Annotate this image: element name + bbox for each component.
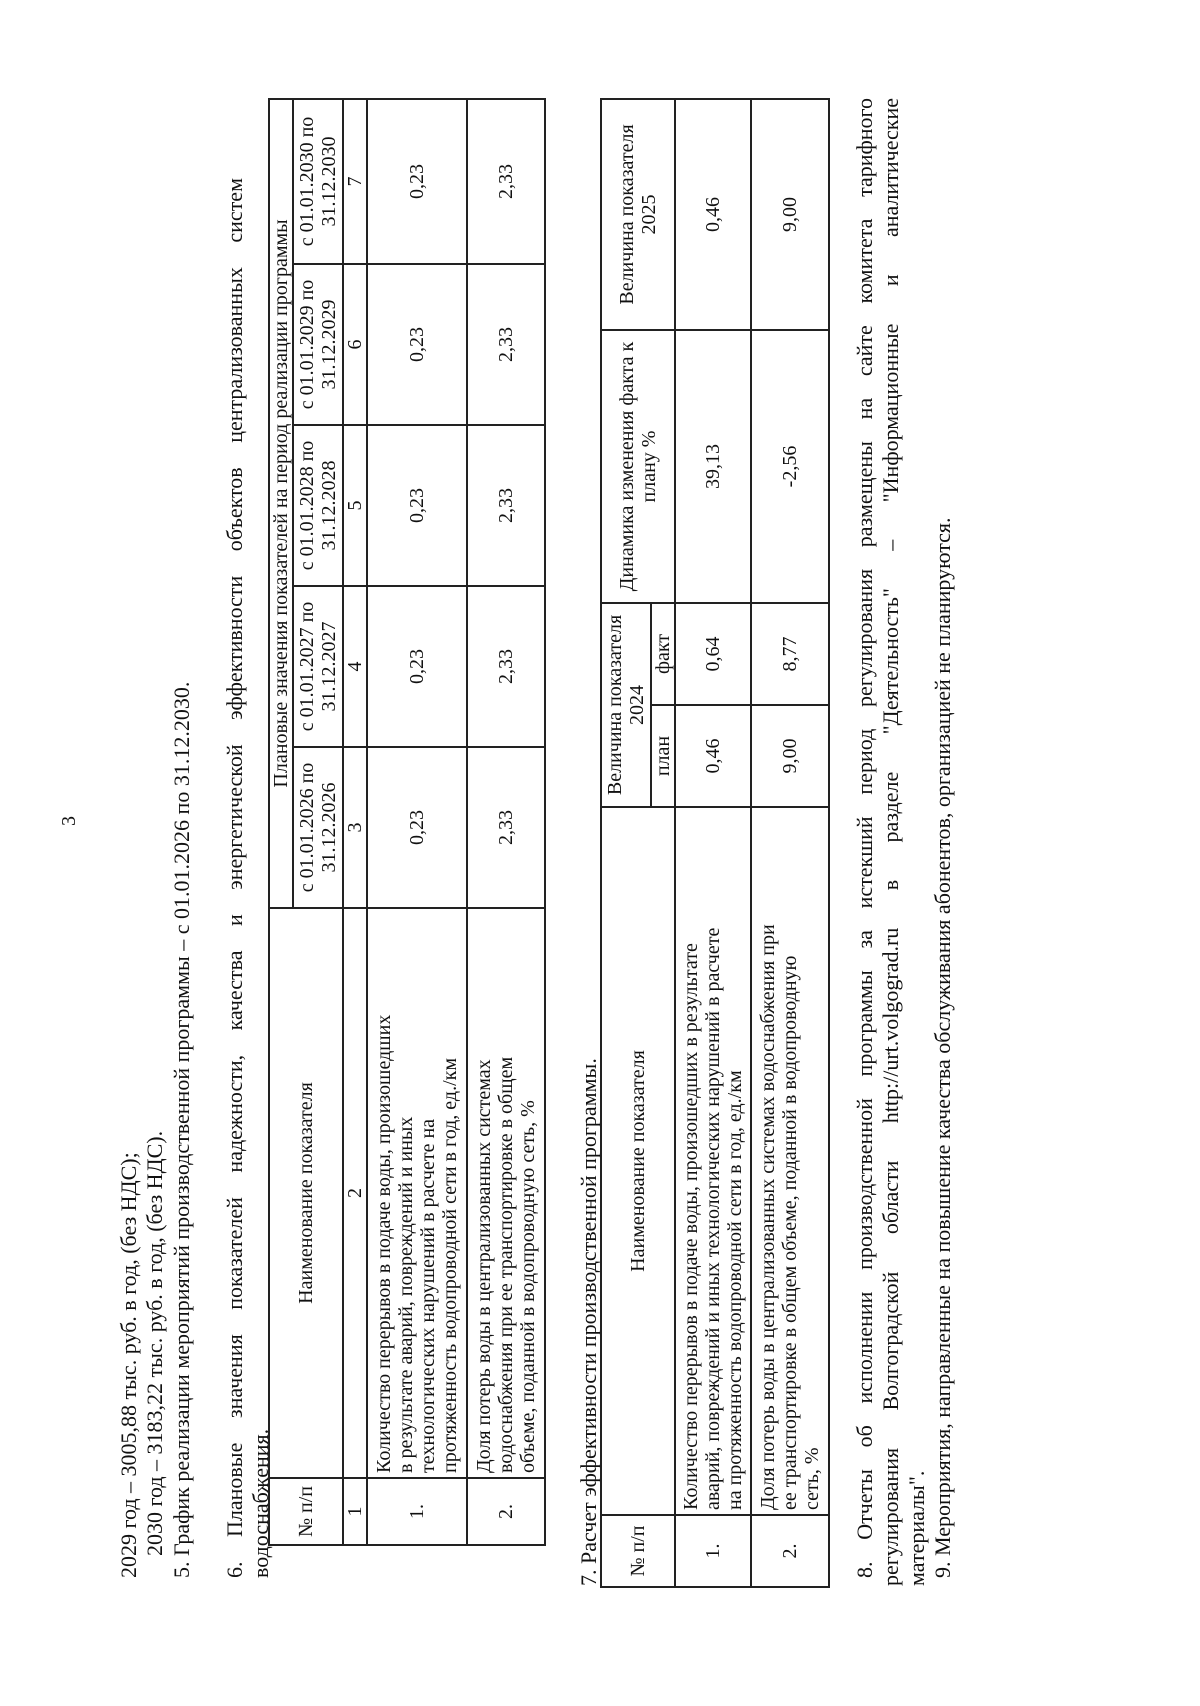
table-row [675, 99, 751, 1587]
indicator-name-line: Доля потерь воды в централизованных системах [473, 1059, 495, 1473]
dynamics-value: -2,56 [751, 330, 829, 603]
period-2027: с 01.01.2027 по 31.12.2027 [293, 586, 343, 747]
indicator-name-line: объеме, поданной в водопроводную сеть, % [517, 1100, 539, 1473]
header-name: Наименование показателя [269, 908, 343, 1478]
header-num: № п/п [269, 1478, 343, 1545]
indicator-name-line: на протяженность водопроводной сети в год, ед./км [724, 1070, 746, 1510]
value-cell: 2,33 [467, 425, 545, 586]
section7-heading: 7. Расчет эффективности производственной программы. [576, 1058, 601, 1586]
col-number: 4 [343, 586, 367, 747]
value-cell: 0,23 [367, 586, 467, 747]
value-cell: 0,23 [367, 264, 467, 425]
value-2025: 9,00 [751, 99, 829, 330]
fact-value: 0,64 [675, 603, 751, 705]
col-number: 3 [343, 747, 367, 908]
section6-heading-cont: водоснабжения. [248, 1428, 273, 1578]
value-cell: 2,33 [467, 747, 545, 908]
col-number: 2 [343, 908, 367, 1478]
row-number: 1. [367, 1478, 467, 1545]
col-number: 7 [343, 99, 367, 264]
value-cell: 0,23 [367, 747, 467, 908]
indicator-name [467, 908, 545, 1478]
section9-text: 9. Мероприятия, направленные на повышение качества обслуживания абонентов, организацией не планируются. [930, 517, 955, 1578]
header-value-2024: Величина показателя 2024 [601, 603, 651, 807]
indicator-name-line: водоснабжения при ее транспортировке в общем [495, 1056, 517, 1473]
value-cell: 2,33 [467, 99, 545, 264]
header-planned-values: Плановые значения показателей на период реализации программы [269, 99, 293, 908]
indicator-name-line: протяженность водопроводной сети в год, ед./км [439, 1057, 461, 1473]
period-2028: с 01.01.2028 по 31.12.2028 [293, 425, 343, 586]
header-num: № п/п [601, 1515, 675, 1587]
plan-value: 0,46 [675, 705, 751, 807]
indicator-name-line: технологических нарушений в расчете на [417, 1118, 439, 1473]
table-row [751, 99, 829, 1587]
header-fact: факт [651, 603, 675, 705]
indicator-name [751, 807, 829, 1515]
section8-line2: регулирования Волгоградской области http://urt.volgograd.ru в разделе "Деятельность" – "Информационные и аналитические [878, 98, 903, 1586]
indicator-name-line: аварий, повреждений и иных технологических нарушений в расчете [702, 927, 724, 1510]
value-cell: 2,33 [467, 264, 545, 425]
table-planned-values [268, 98, 546, 1546]
section6-heading: 6. Плановые значения показателей надежности, качества и энергетической эффективности объектов централизованных систем [222, 178, 247, 1578]
schedule-line: 5. График реализации мероприятий производственной программы – с 01.01.2026 по 31.12.2030. [169, 681, 194, 1578]
header-plan: план [651, 705, 675, 807]
page-number: 3 [58, 816, 80, 826]
dynamics-value: 39,13 [675, 330, 751, 603]
col-number: 5 [343, 425, 367, 586]
table-row [467, 99, 545, 1545]
row-number: 2. [751, 1515, 829, 1587]
value-cell: 0,23 [367, 99, 467, 264]
period-2026: с 01.01.2026 по 31.12.2026 [293, 747, 343, 908]
intro-2030-line: 2030 год – 3183,22 тыс. руб. в год, (без НДС). [142, 1130, 167, 1556]
indicator-name [367, 908, 467, 1478]
col-number: 6 [343, 264, 367, 425]
period-2030: с 01.01.2030 по 31.12.2030 [293, 99, 343, 264]
header-dynamics: Динамика изменения факта к плану % [601, 330, 675, 603]
value-2025: 0,46 [675, 99, 751, 330]
intro-2029-line: 2029 год – 3005,88 тыс. руб. в год, (без НДС); [116, 1152, 141, 1578]
fact-value: 8,77 [751, 603, 829, 705]
indicator-name-line: Количество перерывов в подаче воды, произошедших [373, 1014, 395, 1473]
header-value-2025: Величина показателя 2025 [601, 99, 675, 330]
row-number: 2. [467, 1478, 545, 1545]
value-cell: 0,23 [367, 425, 467, 586]
indicator-name-line: ее транспортировке в общем объеме, поданной в водопроводную [779, 955, 801, 1510]
section8-line3: материалы". [904, 1470, 929, 1586]
indicator-name-line: Доля потерь воды в централизованных системах водоснабжения при [757, 924, 779, 1510]
table-efficiency [600, 98, 830, 1588]
plan-value: 9,00 [751, 705, 829, 807]
header-name: Наименование показателя [601, 807, 675, 1515]
section8-line1: 8. Отчеты об исполнении производственной программы за истекший период регулирования размещены на сайте комитета тарифного [852, 98, 877, 1578]
indicator-name-line: в результате аварий, повреждений и иных [395, 1116, 417, 1473]
period-2029: с 01.01.2029 по 31.12.2029 [293, 264, 343, 425]
indicator-name-line: сеть, % [801, 1447, 823, 1510]
table-row [367, 99, 467, 1545]
value-cell: 2,33 [467, 586, 545, 747]
col-number: 1 [343, 1478, 367, 1545]
indicator-name-line: Количество перерывов в подаче воды, произошедших в результате [680, 943, 702, 1510]
row-number: 1. [675, 1515, 751, 1587]
indicator-name [675, 807, 751, 1515]
